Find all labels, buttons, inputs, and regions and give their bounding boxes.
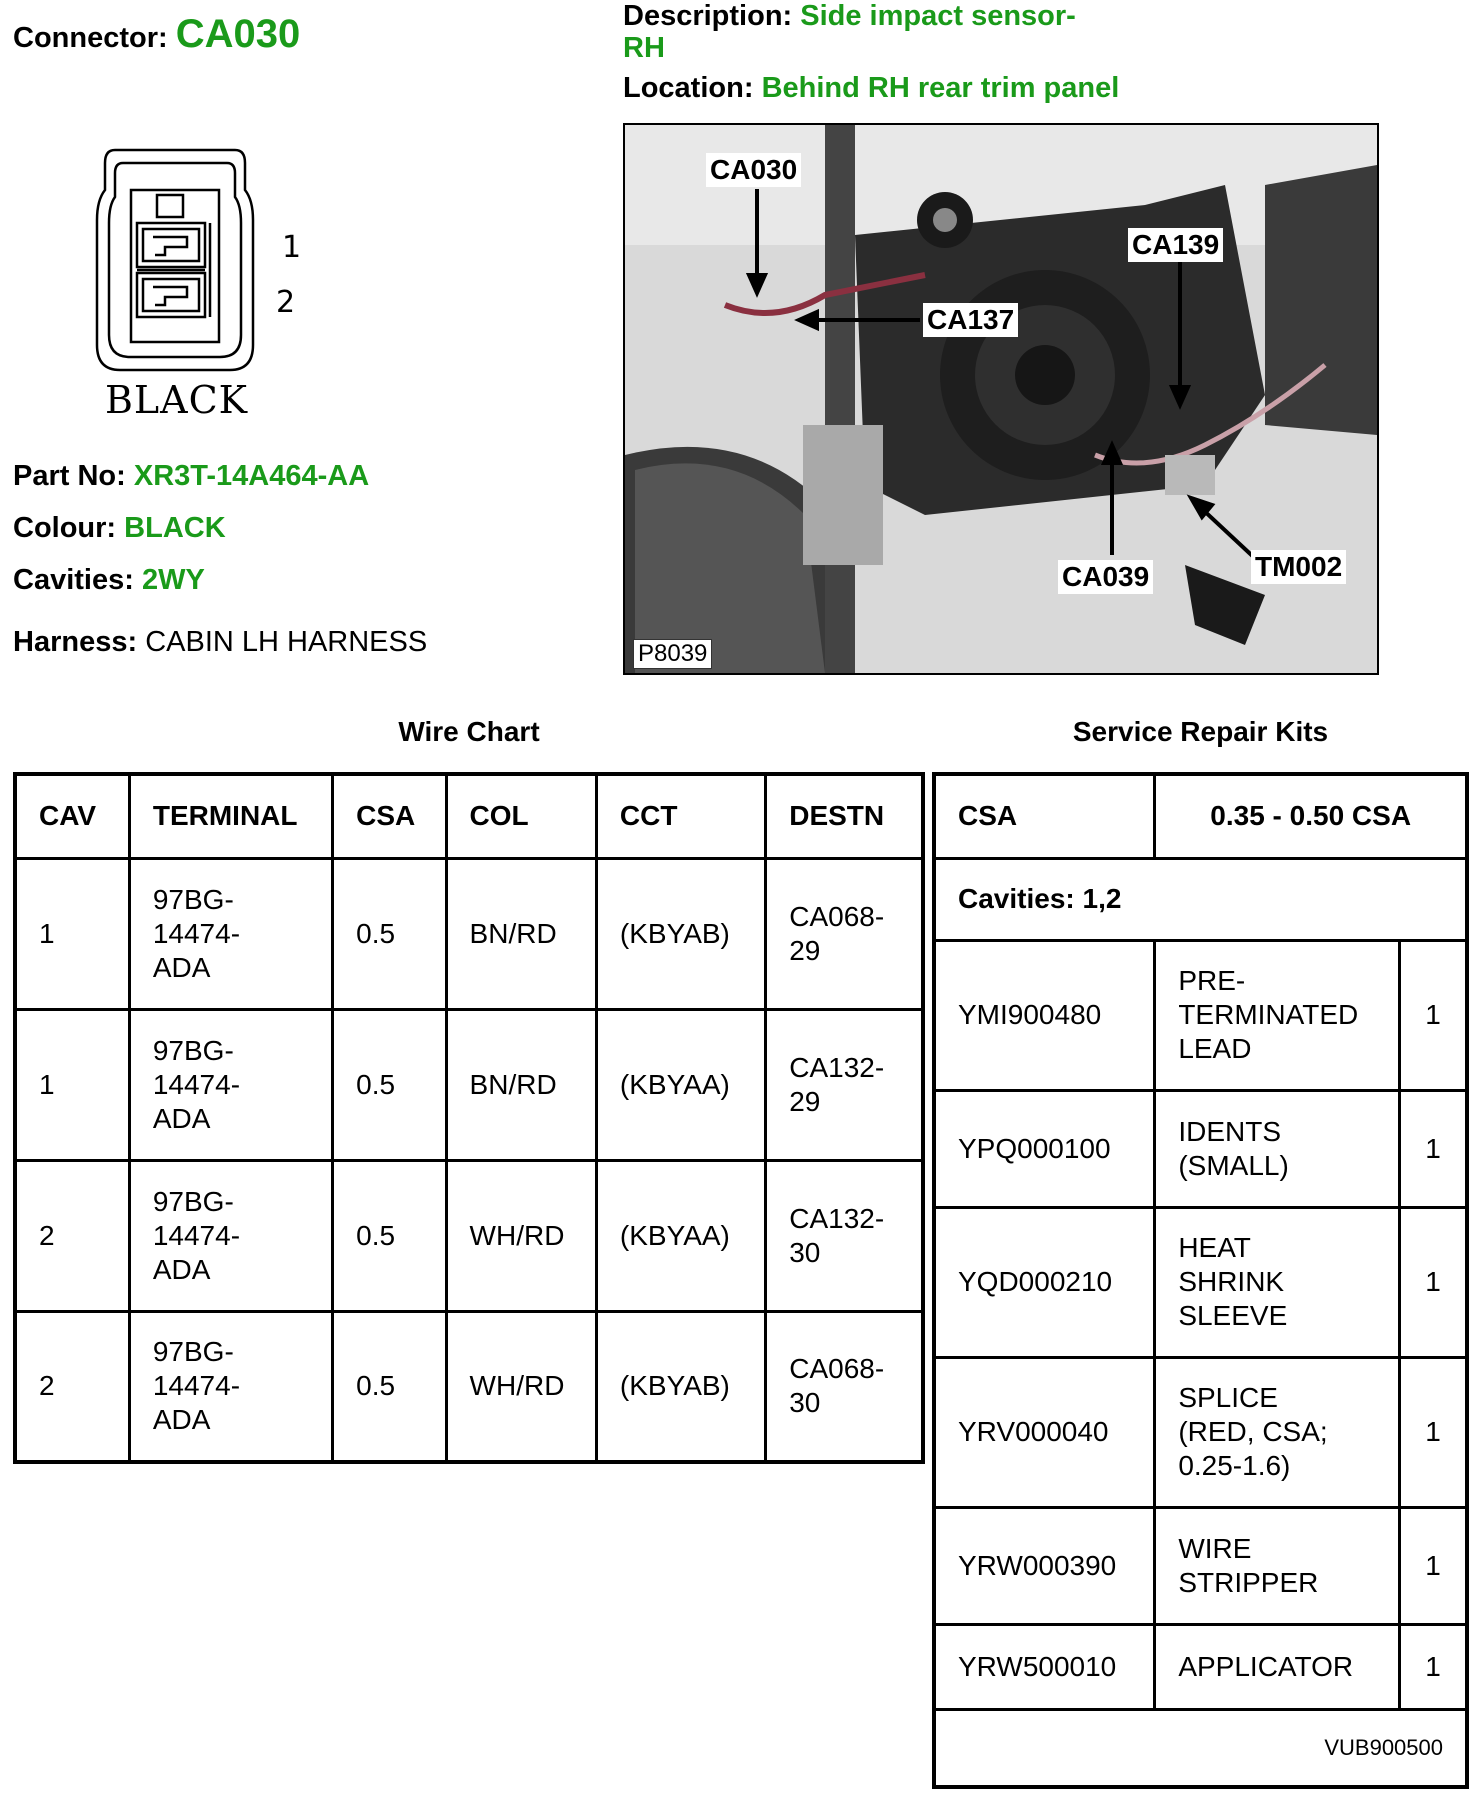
kit-description-line: STRIPPER <box>1178 1566 1319 1598</box>
cell-csa: 0.5 <box>333 1311 446 1462</box>
kit-part-number: YMI900480 <box>934 940 1155 1090</box>
kit-description-line: PRE- <box>1178 965 1246 996</box>
kit-csa-label: CSA <box>934 774 1155 858</box>
cell-terminal-line: 14474- <box>152 1370 241 1402</box>
col-header-col: COL <box>446 774 596 858</box>
kit-row <box>934 1507 1467 1624</box>
col-header-csa: CSA <box>333 774 446 858</box>
cell-col: WH/RD <box>446 1160 596 1311</box>
cell-terminal-line: 97BG- <box>152 1336 234 1368</box>
cell-terminal-line: 97BG- <box>152 883 234 915</box>
photo-id: P8039 <box>633 639 712 669</box>
connector-face-icon <box>95 145 255 380</box>
cell-cav: 1 <box>15 858 129 1009</box>
cavities-value: 2WY <box>141 564 205 596</box>
cell-terminal <box>129 1311 332 1462</box>
kit-description-line: APPLICATOR <box>1178 1650 1354 1682</box>
repair-kits-table <box>932 772 1469 1789</box>
callout-ca030: CA030 <box>706 153 801 187</box>
kit-description-line: LEAD <box>1178 1033 1252 1064</box>
cell-terminal-line: 97BG- <box>152 1185 234 1217</box>
col-header-cav: CAV <box>15 774 129 858</box>
cell-csa: 0.5 <box>333 858 446 1009</box>
cell-destn <box>766 858 923 1009</box>
table-row <box>15 1009 923 1160</box>
kit-quantity: 1 <box>1400 1357 1467 1507</box>
connector-color-label: BLACK <box>105 378 249 422</box>
callout-ca039: CA039 <box>1058 560 1153 594</box>
wire-chart-header-row <box>15 774 923 858</box>
cell-destn-line: 29 <box>789 1085 821 1117</box>
cell-terminal-line: ADA <box>152 1253 211 1285</box>
pin-number-2: 2 <box>276 285 296 320</box>
col-header-destn: DESTN <box>766 774 923 858</box>
cell-destn-line: 30 <box>789 1387 821 1419</box>
harness <box>13 626 427 659</box>
kit-description <box>1155 1357 1400 1507</box>
kit-row <box>934 1624 1467 1709</box>
location-value: Behind RH rear trim panel <box>761 72 1120 104</box>
kit-csa-value: 0.35 - 0.50 CSA <box>1155 774 1467 858</box>
cell-col: BN/RD <box>446 858 596 1009</box>
kit-quantity: 1 <box>1400 1090 1467 1207</box>
description-value-line2: RH <box>623 32 665 64</box>
kit-quantity: 1 <box>1400 940 1467 1090</box>
harness-label: Harness: <box>13 626 138 658</box>
kit-description-line: 0.25-1.6) <box>1178 1450 1291 1481</box>
description <box>623 0 1076 33</box>
kit-description-line: TERMINATED <box>1178 999 1359 1030</box>
cell-destn-line: 29 <box>789 934 821 966</box>
kit-cavities-row <box>934 858 1467 940</box>
col-header-terminal: TERMINAL <box>129 774 332 858</box>
kit-quantity: 1 <box>1400 1207 1467 1357</box>
cell-cav: 2 <box>15 1311 129 1462</box>
wire-chart-title: Wire Chart <box>398 716 540 747</box>
kit-part-number: YRW500010 <box>934 1624 1155 1709</box>
cell-destn <box>766 1311 923 1462</box>
kit-part-number: YRW000390 <box>934 1507 1155 1624</box>
repair-kits-title: Service Repair Kits <box>1072 716 1329 747</box>
cell-destn-line: CA068- <box>789 900 885 932</box>
harness-value: CABIN LH HARNESS <box>145 626 428 658</box>
kit-part-number: YPQ000100 <box>934 1090 1155 1207</box>
cavities-label: Cavities: <box>13 564 134 596</box>
photo-illustration <box>625 125 1377 673</box>
kit-description <box>1155 1207 1400 1357</box>
cell-destn-line: CA132- <box>789 1051 885 1083</box>
cell-destn-line: CA068- <box>789 1353 885 1385</box>
kit-description-line: (RED, CSA; <box>1178 1416 1328 1447</box>
cell-cct: (KBYAA) <box>596 1160 765 1311</box>
cell-terminal-line: ADA <box>152 951 211 983</box>
kit-description-line: SHRINK <box>1178 1266 1285 1297</box>
cell-cct: (KBYAA) <box>596 1009 765 1160</box>
cell-cct: (KBYAB) <box>596 1311 765 1462</box>
cell-terminal-line: 14474- <box>152 1068 241 1100</box>
kit-quantity: 1 <box>1400 1507 1467 1624</box>
kit-row <box>934 1357 1467 1507</box>
kit-description-line: WIRE <box>1178 1532 1252 1564</box>
kit-description-line: IDENTS <box>1178 1115 1281 1147</box>
pin-number-1: 1 <box>282 230 302 265</box>
cell-csa: 0.5 <box>333 1160 446 1311</box>
connector-id <box>13 12 300 57</box>
part-no <box>13 460 369 493</box>
kit-description <box>1155 1624 1400 1709</box>
cell-terminal-line: ADA <box>152 1404 211 1436</box>
kit-csa-row <box>934 774 1467 858</box>
colour-value: BLACK <box>124 512 226 544</box>
connector-value: CA030 <box>175 12 301 56</box>
kit-description <box>1155 1090 1400 1207</box>
cell-terminal <box>129 858 332 1009</box>
cell-csa: 0.5 <box>333 1009 446 1160</box>
cell-terminal-line: 97BG- <box>152 1034 234 1066</box>
location-photo <box>623 123 1379 675</box>
cell-col: WH/RD <box>446 1311 596 1462</box>
callout-tm002: TM002 <box>1251 550 1346 584</box>
callout-ca137: CA137 <box>923 303 1018 337</box>
description-value: Side impact sensor- <box>800 0 1076 32</box>
cell-destn-line: 30 <box>789 1236 821 1268</box>
description-label: Description: <box>623 0 793 32</box>
kit-description-line: SPLICE <box>1178 1382 1278 1413</box>
kit-description-line: (SMALL) <box>1178 1149 1289 1181</box>
cell-terminal-line: ADA <box>152 1102 211 1134</box>
kit-row <box>934 940 1467 1090</box>
table-row <box>15 1311 923 1462</box>
cell-destn-line: CA132- <box>789 1202 885 1234</box>
kit-description <box>1155 1507 1400 1624</box>
cell-terminal <box>129 1160 332 1311</box>
kit-part-number: YRV000040 <box>934 1357 1155 1507</box>
cell-destn <box>766 1009 923 1160</box>
cell-cav: 2 <box>15 1160 129 1311</box>
table-row <box>15 1160 923 1311</box>
kit-part-number: YQD000210 <box>934 1207 1155 1357</box>
kit-row <box>934 1090 1467 1207</box>
cell-destn <box>766 1160 923 1311</box>
connector-label: Connector: <box>13 22 168 54</box>
colour-label: Colour: <box>13 512 117 544</box>
cell-terminal-line: 14474- <box>152 917 241 949</box>
cavities <box>13 564 205 597</box>
cell-cav: 1 <box>15 1009 129 1160</box>
kit-cavities-text: Cavities: 1,2 <box>934 858 1467 940</box>
colour <box>13 512 226 545</box>
cell-cct: (KBYAB) <box>596 858 765 1009</box>
callout-ca139: CA139 <box>1128 228 1223 262</box>
kit-quantity: 1 <box>1400 1624 1467 1709</box>
part-no-label: Part No: <box>13 460 126 492</box>
kit-reference-number: VUB900500 <box>934 1709 1467 1787</box>
part-no-value: XR3T-14A464-AA <box>133 460 370 492</box>
cell-col: BN/RD <box>446 1009 596 1160</box>
table-row <box>15 858 923 1009</box>
kit-description-line: SLEEVE <box>1178 1300 1288 1331</box>
location <box>623 72 1119 105</box>
cell-terminal-line: 14474- <box>152 1219 241 1251</box>
kit-ref-row <box>934 1709 1467 1787</box>
col-header-cct: CCT <box>596 774 765 858</box>
wire-chart-table <box>13 772 925 1464</box>
location-label: Location: <box>623 72 754 104</box>
cell-terminal <box>129 1009 332 1160</box>
kit-row <box>934 1207 1467 1357</box>
kit-description <box>1155 940 1400 1090</box>
kit-description-line: HEAT <box>1178 1232 1251 1263</box>
